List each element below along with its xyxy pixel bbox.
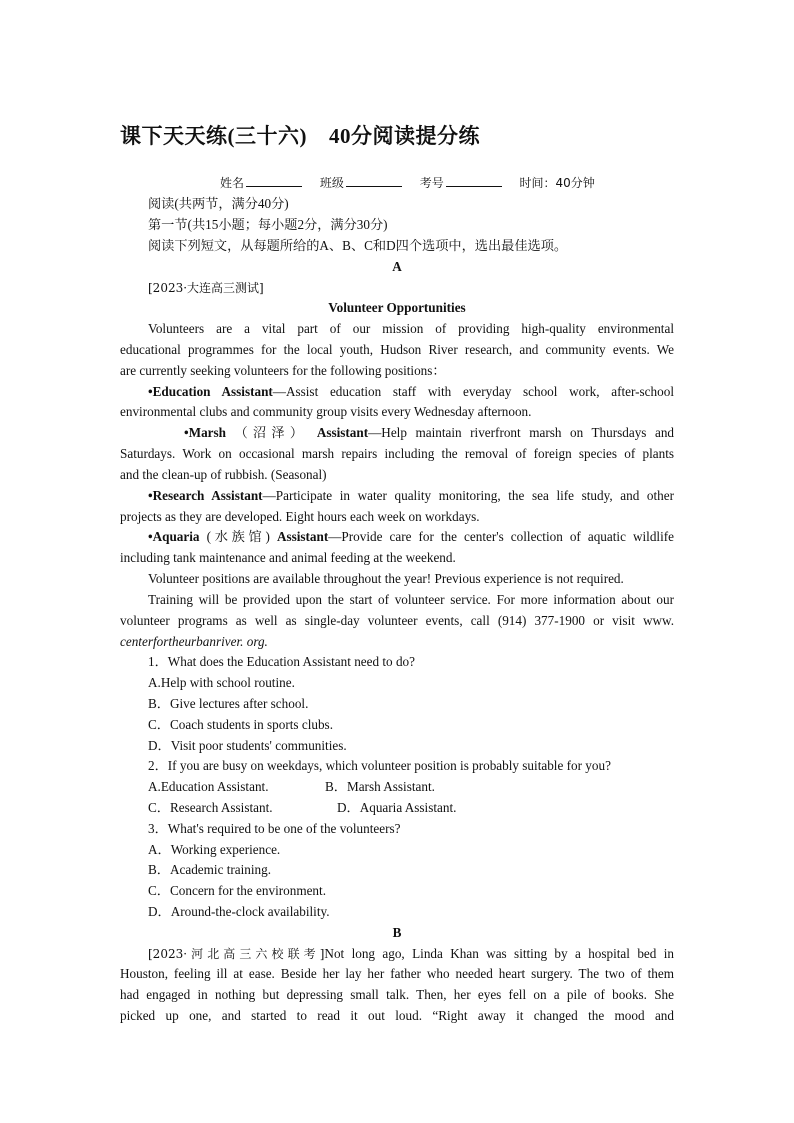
- education-assistant-line: •Education Assistant—Assist education staff with everyday school work, after-school: [148, 384, 674, 399]
- question-3: 3．What's required to be one of the volunteers?: [148, 821, 401, 836]
- passage-a-heading: Volunteer Opportunities: [328, 300, 466, 315]
- name-blank[interactable]: [246, 175, 302, 187]
- question-1: 1．What does the Education Assistant need to do?: [148, 654, 415, 669]
- marsh-assistant-line: •Marsh （沼泽） Assistant—Help maintain riverfront marsh on Thursdays and: [184, 425, 675, 440]
- passage-a-para2: Volunteer positions are available throughout the year! Previous experience is not required.: [148, 571, 624, 586]
- instructions: 阅读下列短文，从每题所给的A、B、C和D四个选项中，选出最佳选项。: [148, 238, 568, 253]
- question-2: 2．If you are busy on weekdays, which volunteer position is probably suitable for you?: [148, 758, 611, 773]
- passage-b-letter: B: [392, 925, 402, 940]
- page-title: [120, 120, 480, 150]
- passage-a-para1-line: Volunteers are a vital part of our mission of providing high-quality environmental: [148, 321, 674, 336]
- passage-b-line: had engaged in nothing but depressing small talk. Then, her eyes fell on a pile of books. She: [120, 987, 674, 1002]
- question-3-option-b[interactable]: B．Academic training.: [148, 862, 272, 877]
- question-3-option-d[interactable]: D．Around-the-clock availability.: [148, 904, 330, 919]
- research-assistant-line: •Research Assistant—Participate in water quality monitoring, the sea life study, and other: [148, 488, 674, 503]
- education-assistant-line: environmental clubs and community group visits every Wednesday afternoon.: [120, 404, 532, 419]
- question-1-option-b[interactable]: B．Give lectures after school.: [148, 696, 309, 711]
- question-3-option-c[interactable]: C．Concern for the environment.: [148, 883, 326, 898]
- student-info-row: [220, 174, 595, 191]
- name-label: 姓名: [220, 176, 245, 190]
- time-label: 时间：40分钟: [519, 176, 595, 190]
- marsh-assistant-title: •Marsh: [184, 425, 226, 440]
- passage-a-para1-line: are currently seeking volunteers for the following positions：: [120, 363, 446, 378]
- marsh-assistant-line: Saturdays. Work on occasional marsh repairs including the removal of foreign species of plants: [120, 446, 674, 461]
- question-1-option-d[interactable]: D．Visit poor students' communities.: [148, 738, 347, 753]
- passage-a-para3-line: volunteer programs as well as single-day volunteer events, call (914) 377-1900 or visit www.: [120, 613, 674, 628]
- id-label: 考号: [419, 176, 444, 190]
- passage-b-source: [2023·河北高三六校联考]: [148, 947, 325, 961]
- marsh-assistant-line: and the clean-up of rubbish. (Seasonal): [120, 467, 327, 482]
- question-2-option-d[interactable]: D．Aquaria Assistant.: [337, 800, 457, 815]
- class-label: 班级: [319, 176, 344, 190]
- passage-b-line: picked up one, and started to read it out loud. “Right away it changed the mood and: [120, 1008, 674, 1023]
- question-3-option-a[interactable]: A．Working experience.: [148, 842, 281, 857]
- research-assistant-title: •Research Assistant: [148, 488, 263, 503]
- passage-a-para3-line: Training will be provided upon the start of volunteer service. For more information about our: [148, 592, 674, 607]
- title-subject: 40分阅读提分练: [329, 124, 480, 148]
- passage-a-para1-line: educational programmes for the local youth, Hudson River research, and community events. We: [120, 342, 674, 357]
- question-2-option-a[interactable]: A.Education Assistant.: [148, 779, 269, 794]
- question-2-option-b[interactable]: B．Marsh Assistant.: [325, 779, 435, 794]
- question-1-option-a[interactable]: A.Help with school routine.: [148, 675, 295, 690]
- research-assistant-line: projects as they are developed. Eight hours each week on workdays.: [120, 509, 480, 524]
- education-assistant-title: •Education Assistant: [148, 384, 273, 399]
- question-1-option-c[interactable]: C．Coach students in sports clubs.: [148, 717, 333, 732]
- section-one-intro: 第一节(共15小题；每小题2分，满分30分): [148, 217, 388, 232]
- question-2-option-c[interactable]: C．Research Assistant.: [148, 800, 273, 815]
- title-series: 课下天天练(三十六): [120, 124, 307, 148]
- passage-a-para3-line: centerfortheurbanriver. org.: [120, 634, 268, 649]
- aquaria-assistant-line: •Aquaria (水族馆) Assistant—Provide care for the center's collection of aquatic wildlife: [148, 529, 674, 544]
- section-intro: 阅读(共两节，满分40分): [148, 196, 289, 211]
- passage-a-source: [2023·大连高三测试]: [148, 281, 264, 295]
- aquaria-assistant-line: including tank maintenance and animal feeding at the weekend.: [120, 550, 456, 565]
- passage-a-letter: A: [392, 259, 402, 274]
- aquaria-assistant-title: •Aquaria: [148, 529, 200, 544]
- passage-b-line: Houston, feeling ill at ease. Beside her lay her father who needed heart surgery. The two of them: [120, 966, 674, 981]
- id-blank[interactable]: [446, 175, 502, 187]
- class-blank[interactable]: [346, 175, 402, 187]
- passage-b-line: [2023·河北高三六校联考]Not long ago, Linda Khan was sitting by a hospital bed in: [148, 946, 674, 961]
